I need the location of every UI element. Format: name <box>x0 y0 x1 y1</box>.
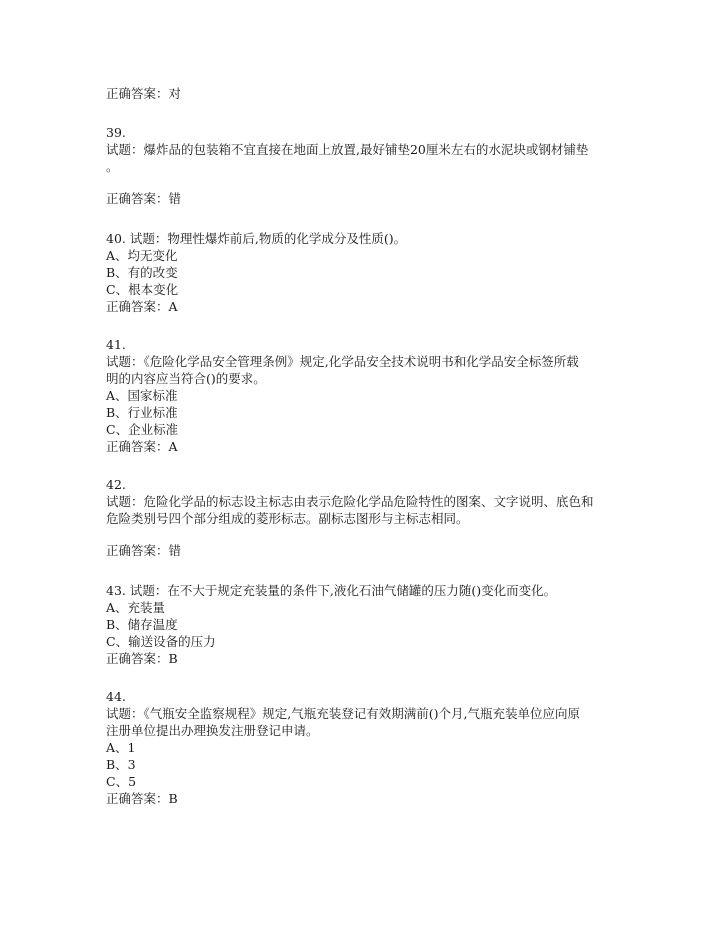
q43-option-c: C、输送设备的压力 <box>106 634 216 649</box>
q40-answer: 正确答案：A <box>106 299 178 314</box>
q44-question-line2: 注册单位提出办理换发注册登记申请。 <box>106 723 319 738</box>
q42-question-line1: 试题：危险化学品的标志设主标志由表示危险化学品危险特性的图案、文字说明、底色和 <box>106 494 594 509</box>
q41-option-c: C、企业标准 <box>106 422 179 437</box>
prev-answer: 正确答案：对 <box>106 86 182 101</box>
q40-option-a: A、均无变化 <box>106 248 178 263</box>
q43-answer: 正确答案：B <box>106 651 178 666</box>
q43-option-b: B、储存温度 <box>106 617 178 632</box>
q41-option-b: B、行业标准 <box>106 405 178 420</box>
q40-option-b: B、有的改变 <box>106 265 178 280</box>
q39-answer: 正确答案：错 <box>106 191 182 206</box>
q39-question-line2: 。 <box>106 159 119 174</box>
q43-question: 43. 试题：在不大于规定充装量的条件下,液化石油气储罐的压力随()变化而变化。 <box>106 583 557 598</box>
q42-number: 42. <box>106 477 126 492</box>
q44-option-b: B、3 <box>106 757 136 772</box>
q41-number: 41. <box>106 337 126 352</box>
q44-answer: 正确答案：B <box>106 791 178 806</box>
q44-option-c: C、5 <box>106 774 137 789</box>
q40-option-c: C、根本变化 <box>106 282 179 297</box>
q41-question-line2: 明的内容应当符合()的要求。 <box>106 371 266 386</box>
q39-number: 39. <box>106 125 126 140</box>
q44-number: 44. <box>106 689 126 704</box>
q44-question-line1: 试题：《气瓶安全监察规程》规定,气瓶充装登记有效期满前()个月,气瓶充装单位应向原 <box>106 706 580 721</box>
q43-option-a: A、充装量 <box>106 600 166 615</box>
q44-option-a: A、1 <box>106 740 136 755</box>
q39-question-line1: 试题：爆炸品的包装箱不宜直接在地面上放置,最好铺垫20厘米左右的水泥块或钢材铺垫 <box>106 142 589 157</box>
q41-option-a: A、国家标准 <box>106 388 178 403</box>
q41-answer: 正确答案：A <box>106 439 178 454</box>
q42-answer: 正确答案：错 <box>106 543 182 558</box>
q41-question-line1: 试题：《危险化学品安全管理条例》规定,化学品安全技术说明书和化学品安全标签所载 <box>106 354 579 369</box>
q42-question-line2: 危险类别号四个部分组成的菱形标志。副标志图形与主标志相同。 <box>106 511 469 526</box>
q40-question: 40. 试题：物理性爆炸前后,物质的化学成分及性质()。 <box>106 231 407 246</box>
